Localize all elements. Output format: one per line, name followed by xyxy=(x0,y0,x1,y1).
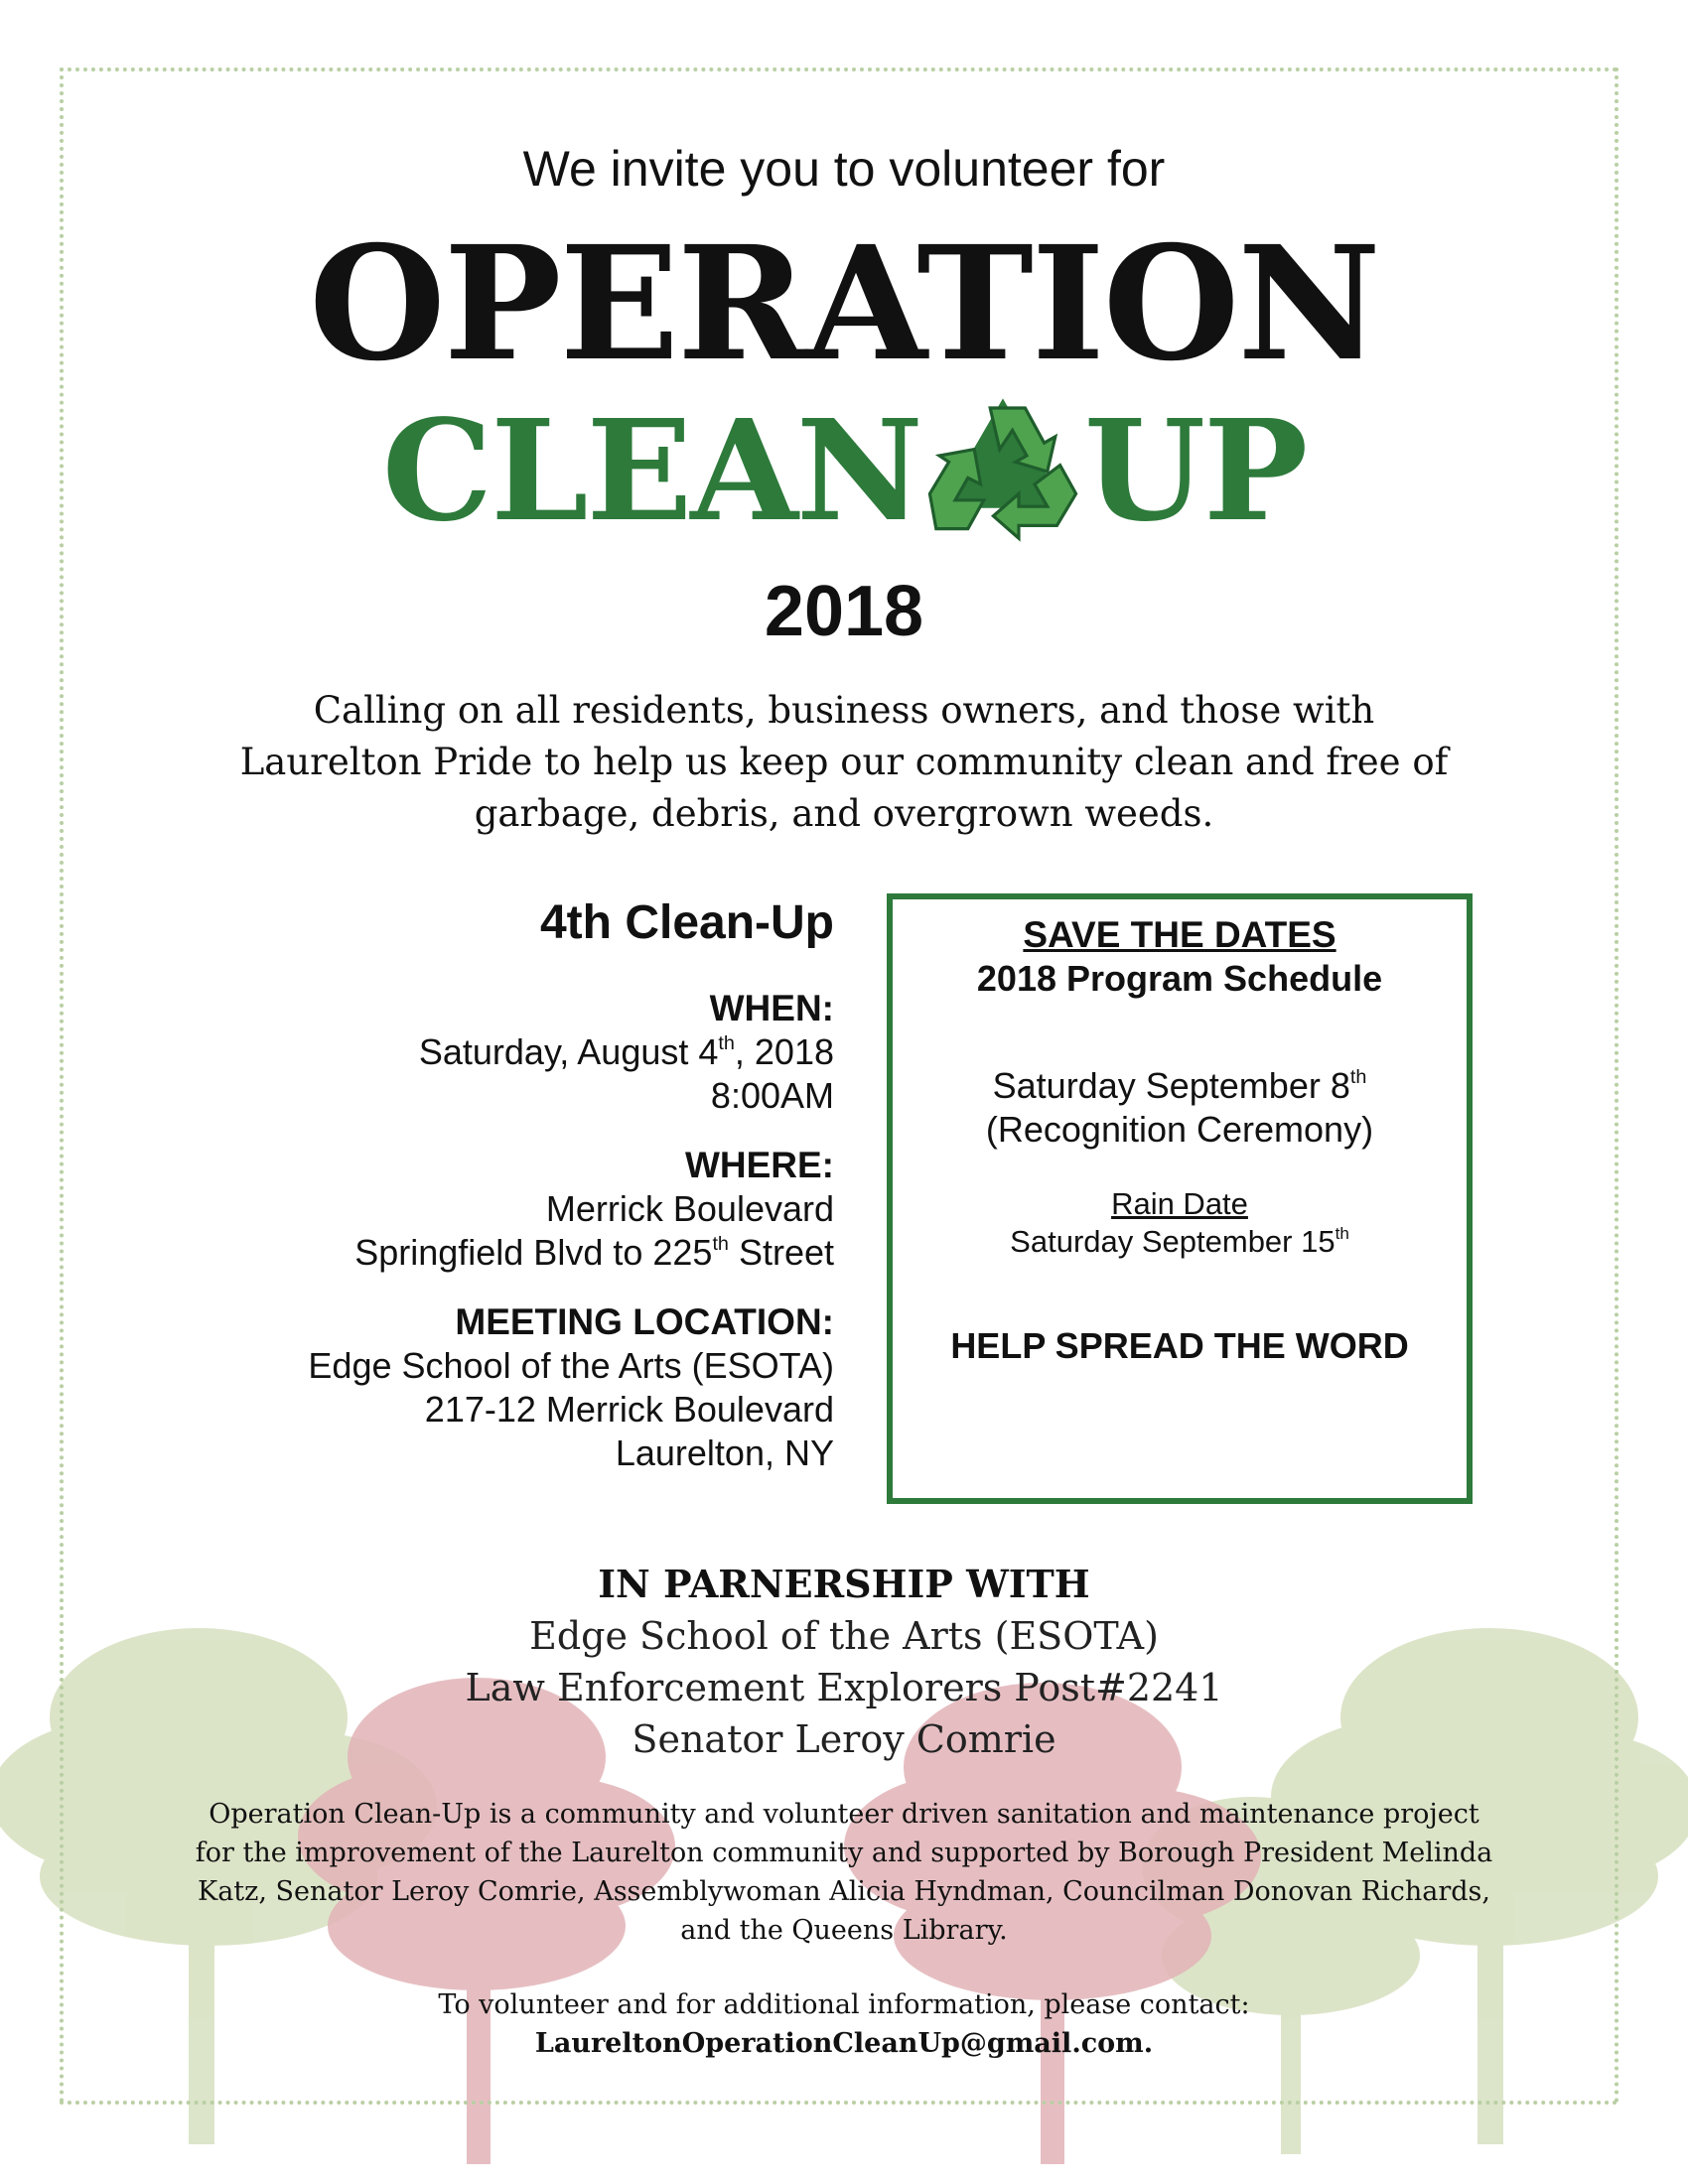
meeting-city: Laurelton, NY xyxy=(615,1433,834,1473)
title-up: UP xyxy=(1083,390,1307,553)
where-street: Merrick Boulevard xyxy=(545,1188,834,1229)
calling-line: Calling on all residents, business owners, and those with xyxy=(313,689,1375,732)
ceremony-date: Saturday September 8th (Recognition Ceremony) xyxy=(985,1065,1374,1150)
save-the-dates-box xyxy=(887,893,1473,1504)
title-cleanup xyxy=(0,387,1688,556)
where-section xyxy=(139,1144,834,1275)
contact-email[interactable]: LaureltonOperationCleanUp@gmail.com. xyxy=(534,2028,1154,2059)
description-line: and the Queens Library. xyxy=(680,1915,1008,1946)
calling-paragraph xyxy=(0,685,1688,840)
meeting-address: 217-12 Merrick Boulevard xyxy=(424,1389,834,1430)
calling-line: garbage, debris, and overgrown weeds. xyxy=(474,792,1214,835)
event-details xyxy=(139,893,834,1501)
year: 2018 xyxy=(764,572,924,651)
recycle-icon xyxy=(923,392,1082,551)
title-clean: CLEAN xyxy=(381,390,921,553)
meeting-name: Edge School of the Arts (ESOTA) xyxy=(308,1345,834,1386)
description-line: Operation Clean-Up is a community and volunteer driven sanitation and maintenance project xyxy=(209,1799,1479,1830)
description-line: for the improvement of the Laurelton community and supported by Borough President Melinda xyxy=(195,1838,1493,1868)
partnership-section xyxy=(0,1559,1688,1765)
partnership-heading: IN PARNERSHIP WITH xyxy=(598,1562,1090,1606)
when-section xyxy=(139,987,834,1118)
schedule-subtitle: 2018 Program Schedule xyxy=(976,958,1383,999)
contact-prompt: To volunteer and for additional information, please contact: xyxy=(438,1989,1250,2020)
where-label: WHERE: xyxy=(684,1145,834,1185)
contact-section xyxy=(0,1985,1688,2063)
meeting-section xyxy=(139,1300,834,1475)
when-time: 8:00AM xyxy=(710,1075,834,1116)
partner-item: Senator Leroy Comrie xyxy=(632,1717,1056,1761)
partner-item: Law Enforcement Explorers Post#2241 xyxy=(465,1666,1223,1709)
when-label: WHEN: xyxy=(709,988,834,1028)
title-operation: OPERATION xyxy=(309,212,1379,396)
rain-date: Saturday September 15th xyxy=(1010,1223,1349,1259)
description-paragraph xyxy=(0,1795,1688,1950)
rain-date-label: Rain Date xyxy=(1111,1186,1248,1221)
where-range: Springfield Blvd to 225th Street xyxy=(354,1232,834,1273)
save-dates-title: SAVE THE DATES xyxy=(1023,914,1336,955)
description-line: Katz, Senator Leroy Comrie, Assemblywoman Alicia Hyndman, Councilman Donovan Richards, xyxy=(198,1876,1490,1907)
event-heading: 4th Clean-Up xyxy=(539,896,834,949)
ceremony-note: (Recognition Ceremony) xyxy=(985,1109,1374,1150)
invite-line: We invite you to volunteer for xyxy=(522,141,1166,197)
calling-line: Laurelton Pride to help us keep our community clean and free of xyxy=(239,741,1449,783)
partner-item: Edge School of the Arts (ESOTA) xyxy=(529,1614,1159,1658)
when-date: Saturday, August 4th, 2018 xyxy=(418,1031,834,1072)
spread-the-word: HELP SPREAD THE WORD xyxy=(950,1325,1409,1366)
meeting-label: MEETING LOCATION: xyxy=(455,1301,834,1342)
